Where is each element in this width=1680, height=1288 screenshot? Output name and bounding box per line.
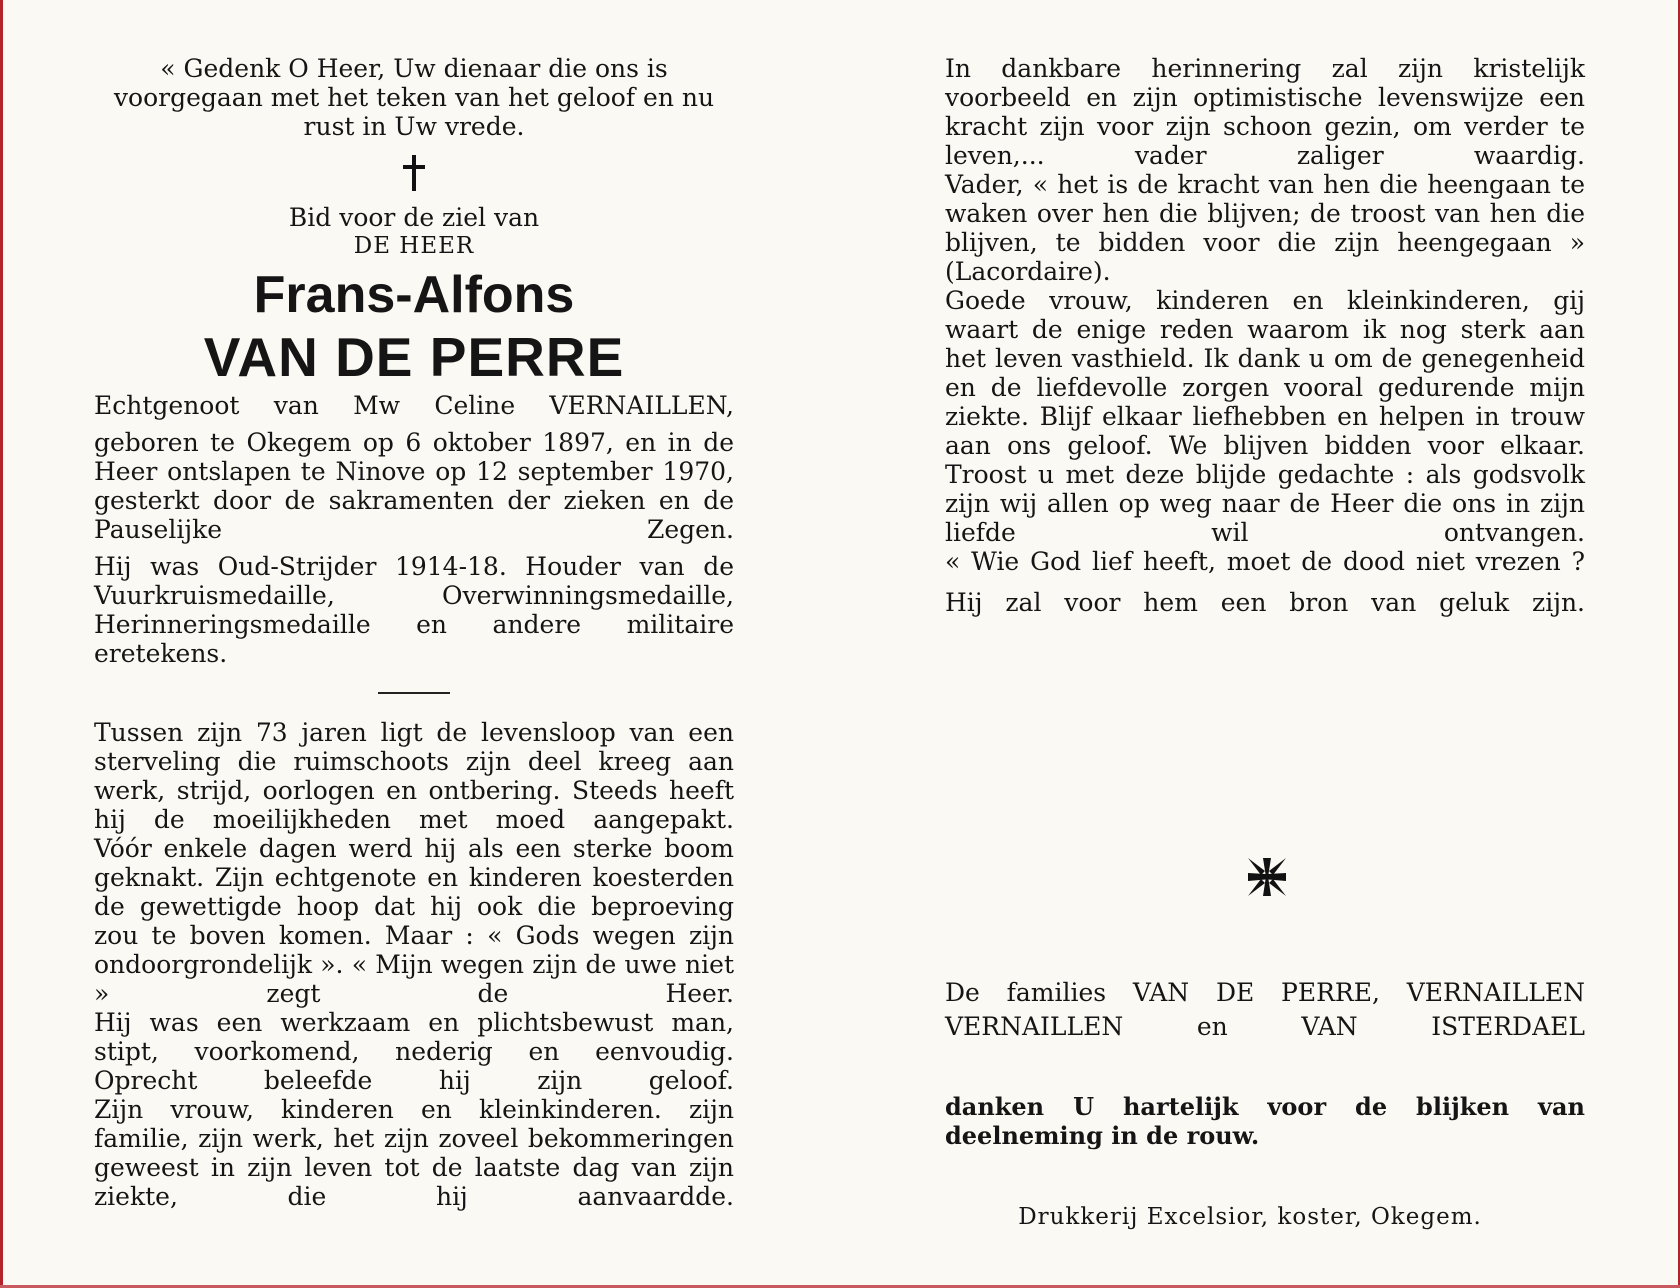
lacordaire-quote: Vader, « het is de kracht van hen die heengaan te waken over hen die blijven; de troost van hen die blijven, te bidden voor die zijn heengegaan » (Lacordaire).	[945, 170, 1585, 286]
closing-quote: « Wie God lief heeft, moet de dood niet vrezen ?	[945, 547, 1585, 576]
closing-line: Hij zal voor hem een bron van geluk zijn.	[945, 588, 1585, 617]
cross-pattee-icon	[1248, 858, 1286, 896]
families-block	[945, 976, 1585, 1044]
printer-credit: Drukkerij Excelsior, koster, Okegem.	[1018, 1204, 1482, 1230]
biography-paragraph: Zijn vrouw, kinderen en kleinkinderen. zijn familie, zijn werk, het zijn zoveel bekommeringen geweest in zijn leven tot de laatste dag van zijn ziekte, die hij aanvaardde.	[94, 1095, 734, 1211]
thanks-text: danken U hartelijk voor de blijken van deelneming in de rouw.	[945, 1092, 1585, 1150]
farewell-paragraph: Goede vrouw, kinderen en kleinkinderen, gij waart de enige reden waarom ik nog sterk aan het leven vasthield. Ik dank u om de genegenheid en de liefdevolle zorgen vooral gedurende mijn ziekte. Blijf elkaar liefhebben en helpen in trouw aan ons geloof. We blijven bidden voor elkaar.	[945, 286, 1585, 460]
biography-paragraph: Hij was een werkzaam en plichtsbewust man, stipt, voorkomend, nederig en eenvoudig. Oprecht beleefde hij zijn geloof.	[94, 1008, 734, 1095]
latin-cross-icon	[402, 155, 426, 191]
opening-prayer: « Gedenk O Heer, Uw dienaar die ons is voorgegaan met het teken van het geloof en nu rust in Uw vrede.	[113, 54, 715, 141]
section-divider	[378, 692, 450, 694]
life-details: geboren te Okegem op 6 oktober 1897, en in de Heer ontslapen te Ninove op 12 september 1970, gesterkt door de sakramenten der zieken en de Pauselijke Zegen.	[94, 428, 734, 544]
biography-paragraph: Tussen zijn 73 jaren ligt de levensloop van een sterveling die ruimschoots zijn deel kreeg aan werk, strijd, oorlogen en ontbering. Steeds heeft hij de moeilijkheden met moed aangepakt.	[94, 718, 734, 834]
deceased-last-name: VAN DE PERRE	[203, 326, 625, 388]
families-line: De families VAN DE PERRE, VERNAILLEN	[945, 978, 1585, 1007]
card-edge-left	[0, 0, 3, 1288]
consolation-paragraph: Troost u met deze blijde gedachte : als godsvolk zijn wij allen op weg naar de Heer die ons in zijn liefde wil ontvangen.	[945, 460, 1585, 547]
veteran-details: Hij was Oud-Strijder 1914-18. Houder van de Vuurkruismedaille, Overwinningsmedaille, Herinneringsmedaille en andere militaire eretekens.	[94, 552, 734, 668]
biography-paragraph: Vóór enkele dagen werd hij als een sterke boom geknakt. Zijn echtgenote en kinderen koesterden de gewettigde hoop dat hij ook die beproeving zou te boven komen. Maar : « Gods wegen zijn ondoorgrondelijk ». « Mijn wegen zijn de uwe niet » zegt de Heer.	[94, 834, 734, 1008]
honorific: DE HEER	[353, 233, 475, 259]
thanks-line	[945, 1092, 1585, 1150]
families-line: VERNAILLEN en VAN ISTERDAEL	[945, 1012, 1585, 1041]
pray-for-line: Bid voor de ziel van	[288, 203, 540, 232]
remembrance-paragraph: In dankbare herinnering zal zijn kristelijk voorbeeld en zijn optimistische levenswijze een kracht zijn voor zijn schoon gezin, om verder te leven,... vader zaliger waardig.	[945, 54, 1585, 170]
deceased-first-name: Frans-Alfons	[253, 266, 575, 324]
spouse-line: Echtgenoot van Mw Celine VERNAILLEN,	[94, 391, 734, 420]
left-column	[94, 54, 734, 1211]
right-column	[945, 54, 1585, 617]
